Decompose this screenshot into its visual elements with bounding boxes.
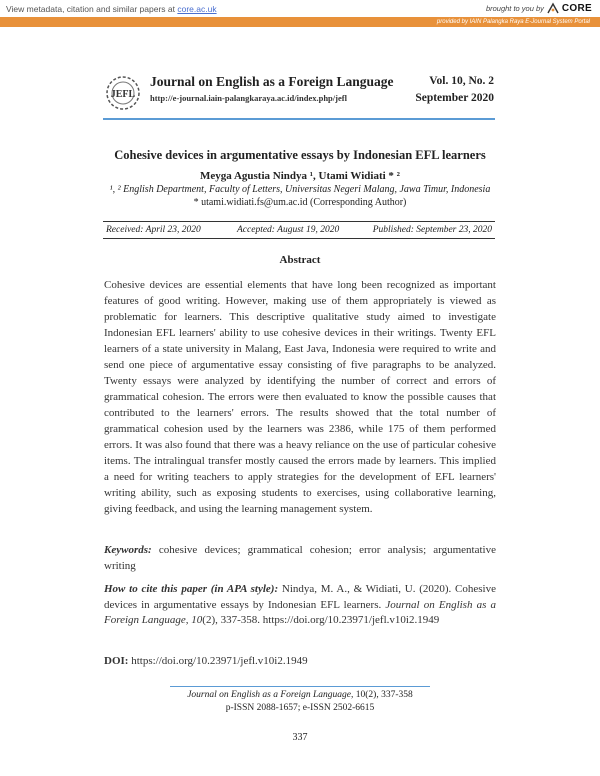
footer-issn: p-ISSN 2088-1657; e-ISSN 2502-6615 <box>225 703 375 713</box>
keywords <box>104 542 496 574</box>
paper-title: Cohesive devices in argumentative essays by Indonesian EFL learners <box>114 148 486 162</box>
keywords-label: Keywords: <box>104 544 152 556</box>
jefl-logo-icon <box>103 74 143 112</box>
core-brand: CORE <box>561 2 592 14</box>
core-banner <box>0 0 600 17</box>
journal-title: Journal on English as a Foreign Language <box>150 74 394 89</box>
footer-issue: 10(2), 337-358 <box>355 690 413 700</box>
abstract-text: Cohesive devices are essential elements that have long been recognized as important features of good writing. However, making use of them appropriately is viewed as problematic for learners. This descriptive qualitative study aimed to investigate Indonesian EFL learners' ability to use cohesive devices in their writings. Twenty EFL learners of a state university in Malang, East Java, Indonesia were required to write and send one piece of argumentative essay consisting of five paragraphs to be analyzed. Twenty essays were analyzed by identifying the number of correct and errors of grammatical cohesion. The errors were then evaluated to know the possible causes that contributed to the learners' errors. The results showed that the total number of grammatical cohesion used by the learners was 2386, while 175 of them performed errors. It was also found that there was a heavy reliance on the use of particular cohesive items. The intralingual transfer mostly caused the errors made by learners. This implied a need for writing teachers to apply strategies for the development of EFL learners' writing ability, such as exposing students to exercises, using collaborative learning, giving feedback, and using the learning management system. <box>104 279 496 515</box>
core-logo-icon <box>547 2 559 14</box>
received-date: Received: April 23, 2020 <box>106 225 201 235</box>
submission-dates <box>103 221 495 239</box>
paper-affiliation: ¹, ² English Department, Faculty of Letters, Universitas Negeri Malang, Jawa Timur, Indonesia <box>109 184 491 195</box>
doi-line <box>104 655 496 667</box>
journal-date: September 2020 <box>415 92 494 104</box>
citation <box>104 582 496 629</box>
brought-by[interactable]: brought to you by CORE <box>485 2 592 14</box>
footer-divider <box>170 686 430 687</box>
journal-url[interactable]: http://e-journal.iain-palangkaraya.ac.id/index.php/jefl <box>150 93 347 103</box>
published-date: Published: September 23, 2020 <box>372 225 492 235</box>
abstract-heading: Abstract <box>279 254 321 266</box>
view-metadata-text: View metadata, citation and similar papers at core.ac.uk <box>6 4 217 14</box>
keywords-text: cohesive devices; grammatical cohesion; error analysis; argumentative writing <box>104 544 496 572</box>
svg-text:JEFL: JEFL <box>110 89 136 100</box>
citation-authors: Nindya, M. A., & Widiati, U. (2020). Cohesive devices in argumentative essays by Indonesian EFL learners. <box>104 583 496 611</box>
doi-link[interactable]: https://doi.org/10.23971/jefl.v10i2.1949 <box>131 655 308 667</box>
provided-by-bar <box>0 17 600 27</box>
accepted-date: Accepted: August 19, 2020 <box>237 225 340 235</box>
citation-journal: Journal on English as a Foreign Language, <box>104 598 496 626</box>
footer-journal-name: Journal on English as a Foreign Language, <box>187 690 354 700</box>
corresponding-email: * utami.widiati.fs@um.ac.id (Corresponding Author) <box>193 197 407 208</box>
footer-journal <box>0 690 600 700</box>
core-link[interactable]: core.ac.uk <box>177 4 217 14</box>
citation-volume: 10 <box>191 614 203 626</box>
header-divider <box>103 118 495 120</box>
paper-authors: Meyga Agustia Nindya ¹, Utami Widiati * ² <box>200 170 400 182</box>
page-number: 337 <box>292 732 308 743</box>
journal-volume: Vol. 10, No. 2 <box>429 75 494 87</box>
provided-by-text: provided by IAIN Palangka Raya E-Journal System Portal <box>436 19 590 25</box>
doi-label: DOI: <box>104 655 129 667</box>
citation-label: How to cite this paper (in APA style): <box>104 583 279 595</box>
citation-doi[interactable]: https://doi.org/10.23971/jefl.v10i2.1949 <box>262 614 440 626</box>
citation-issue-pages: (2), 337-358. <box>202 614 261 626</box>
